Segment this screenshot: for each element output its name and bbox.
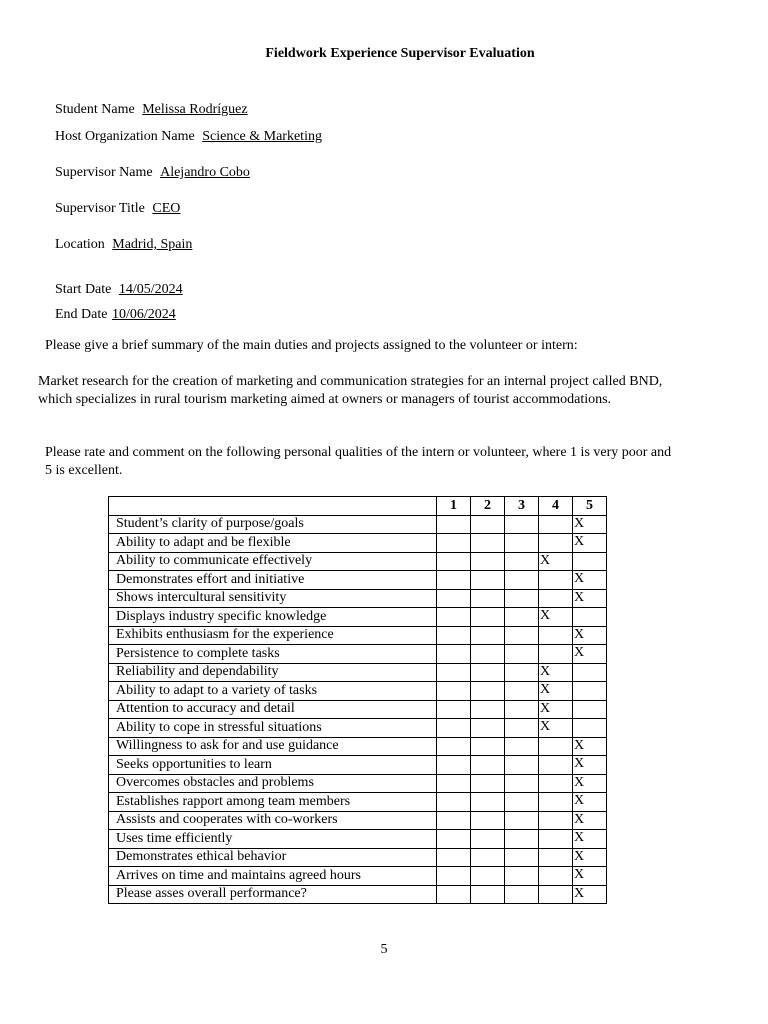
quality-label: Displays industry specific knowledge [109,608,437,627]
rating-cell [437,719,471,738]
table-row [109,737,607,756]
table-row [109,774,607,793]
rating-cell [437,663,471,682]
rating-cell [539,534,573,553]
rating-cell [573,719,607,738]
rating-cell [505,663,539,682]
rating-cell [539,811,573,830]
supervisor-title-label: Supervisor Title [55,201,145,216]
rating-cell [505,682,539,701]
table-row [109,811,607,830]
rating-mark: X [539,682,573,701]
rating-cell [539,830,573,849]
rating-mark: X [573,867,607,886]
rating-cell [505,774,539,793]
table-row [109,589,607,608]
rating-mark: X [573,811,607,830]
host-organization-value: Science & Marketing [202,129,322,144]
table-row [109,885,607,904]
rating-cell [505,737,539,756]
rating-cell [573,663,607,682]
rating-cell [471,700,505,719]
rating-mark: X [539,552,573,571]
table-row [109,682,607,701]
rating-cell [505,626,539,645]
student-name-field [55,102,248,118]
rating-table [108,496,607,904]
rating-mark: X [573,571,607,590]
rating-cell [539,756,573,775]
table-row [109,830,607,849]
table-row [109,534,607,553]
rating-cell [437,589,471,608]
student-name-value: Melissa Rodríguez [142,102,248,117]
quality-label: Demonstrates ethical behavior [109,848,437,867]
rating-cell [437,867,471,886]
rating-cell [437,626,471,645]
rating-cell [437,700,471,719]
rating-mark: X [573,774,607,793]
rating-cell [471,719,505,738]
quality-label: Attention to accuracy and detail [109,700,437,719]
rating-cell [437,737,471,756]
rating-cell [573,700,607,719]
rating-cell [471,589,505,608]
table-row [109,719,607,738]
rating-cell [539,793,573,812]
quality-label: Ability to cope in stressful situations [109,719,437,738]
rating-cell [573,608,607,627]
rating-cell [539,774,573,793]
quality-label: Ability to adapt and be flexible [109,534,437,553]
rating-cell [505,719,539,738]
rating-mark: X [539,719,573,738]
rating-cell [539,885,573,904]
rating-cell [505,645,539,664]
rating-cell [471,774,505,793]
table-row [109,552,607,571]
rating-cell [505,515,539,534]
rating-cell [505,571,539,590]
rating-mark: X [573,515,607,534]
rating-mark: X [539,608,573,627]
rating-cell [471,645,505,664]
rating-cell [505,589,539,608]
quality-label: Persistence to complete tasks [109,645,437,664]
rating-prompt-line: 5 is excellent. [45,463,123,478]
rating-cell [539,515,573,534]
table-row [109,663,607,682]
rating-cell [471,737,505,756]
quality-label: Student’s clarity of purpose/goals [109,515,437,534]
rating-mark: X [539,700,573,719]
student-name-label: Student Name [55,102,135,117]
quality-label: Uses time efficiently [109,830,437,849]
end-date-field [55,307,176,323]
rating-cell [505,885,539,904]
rating-cell [505,793,539,812]
rating-cell [437,885,471,904]
rating-column-header: 1 [437,497,471,516]
rating-column-header: 4 [539,497,573,516]
rating-cell [505,756,539,775]
table-row [109,571,607,590]
rating-cell [437,571,471,590]
rating-cell [471,552,505,571]
rating-cell [505,811,539,830]
rating-cell [471,848,505,867]
quality-label: Exhibits enthusiasm for the experience [109,626,437,645]
quality-label: Willingness to ask for and use guidance [109,737,437,756]
rating-cell [471,811,505,830]
supervisor-name-label: Supervisor Name [55,165,153,180]
supervisor-name-field [55,165,250,181]
rating-cell [437,534,471,553]
table-row [109,626,607,645]
rating-prompt-line: Please rate and comment on the following personal qualities of the intern or volunteer, where 1 is very poor and [45,445,672,460]
rating-cell [539,589,573,608]
table-row [109,793,607,812]
end-date-label: End Date [55,307,108,322]
rating-mark: X [573,756,607,775]
rating-cell [471,830,505,849]
quality-label: Overcomes obstacles and problems [109,774,437,793]
rating-column-header: 5 [573,497,607,516]
quality-label: Demonstrates effort and initiative [109,571,437,590]
rating-cell [539,645,573,664]
rating-mark: X [539,663,573,682]
rating-cell [437,848,471,867]
end-date-value: 10/06/2024 [111,307,176,322]
table-row [109,515,607,534]
supervisor-name-value: Alejandro Cobo [160,165,250,180]
rating-prompt [45,444,671,480]
rating-cell [437,811,471,830]
quality-label: Arrives on time and maintains agreed hours [109,867,437,886]
rating-cell [539,848,573,867]
summary-text-line: which specializes in rural tourism marketing aimed at owners or managers of tourist accommodations. [38,392,612,407]
rating-mark: X [573,589,607,608]
rating-cell [505,830,539,849]
rating-mark: X [573,848,607,867]
summary-text [38,373,662,409]
rating-cell [471,682,505,701]
rating-cell [539,737,573,756]
rating-cell [573,682,607,701]
rating-cell [471,663,505,682]
rating-mark: X [573,626,607,645]
rating-cell [437,756,471,775]
rating-cell [539,571,573,590]
summary-text-line: Market research for the creation of marketing and communication strategies for an internal project called BND, [38,374,663,389]
rating-cell [437,793,471,812]
rating-cell [505,534,539,553]
rating-mark: X [573,830,607,849]
rating-cell [471,756,505,775]
rating-cell [539,867,573,886]
rating-cell [505,608,539,627]
location-field [55,237,192,253]
summary-prompt: Please give a brief summary of the main duties and projects assigned to the volunteer or intern: [45,338,578,353]
rating-table-body [109,515,607,904]
rating-cell [437,552,471,571]
supervisor-title-value: CEO [152,201,181,216]
rating-cell [437,645,471,664]
rating-mark: X [573,645,607,664]
table-row [109,867,607,886]
rating-cell [471,867,505,886]
location-value: Madrid, Spain [112,237,193,252]
quality-label: Ability to communicate effectively [109,552,437,571]
rating-cell [437,515,471,534]
quality-label: Establishes rapport among team members [109,793,437,812]
rating-cell [471,515,505,534]
rating-cell [505,848,539,867]
quality-label: Shows intercultural sensitivity [109,589,437,608]
rating-cell [471,571,505,590]
table-row [109,700,607,719]
rating-cell [573,552,607,571]
rating-cell [471,885,505,904]
quality-label: Please asses overall performance? [109,885,437,904]
rating-cell [505,700,539,719]
host-organization-field [55,129,322,145]
rating-cell [505,552,539,571]
start-date-field [55,282,183,298]
table-row [109,645,607,664]
rating-mark: X [573,793,607,812]
rating-cell [505,867,539,886]
start-date-value: 14/05/2024 [118,282,183,297]
rating-cell [471,534,505,553]
rating-column-header: 3 [505,497,539,516]
rating-cell [437,608,471,627]
table-row [109,848,607,867]
rating-mark: X [573,885,607,904]
quality-label: Ability to adapt to a variety of tasks [109,682,437,701]
page-number: 5 [380,942,388,957]
rating-cell [471,626,505,645]
quality-label: Seeks opportunities to learn [109,756,437,775]
rating-cell [539,626,573,645]
rating-cell [437,830,471,849]
table-row [109,608,607,627]
supervisor-title-field [55,201,180,217]
quality-label: Assists and cooperates with co-workers [109,811,437,830]
rating-cell [437,682,471,701]
rating-mark: X [573,737,607,756]
rating-cell [437,774,471,793]
page-title: Fieldwork Experience Supervisor Evaluation [265,46,535,61]
quality-label: Reliability and dependability [109,663,437,682]
start-date-label: Start Date [55,282,112,297]
rating-cell [471,608,505,627]
table-row [109,756,607,775]
rating-column-header: 2 [471,497,505,516]
rating-header-row [109,497,607,516]
rating-cell [471,793,505,812]
rating-mark: X [573,534,607,553]
quality-column-header [109,497,437,516]
host-organization-label: Host Organization Name [55,129,195,144]
location-label: Location [55,237,105,252]
